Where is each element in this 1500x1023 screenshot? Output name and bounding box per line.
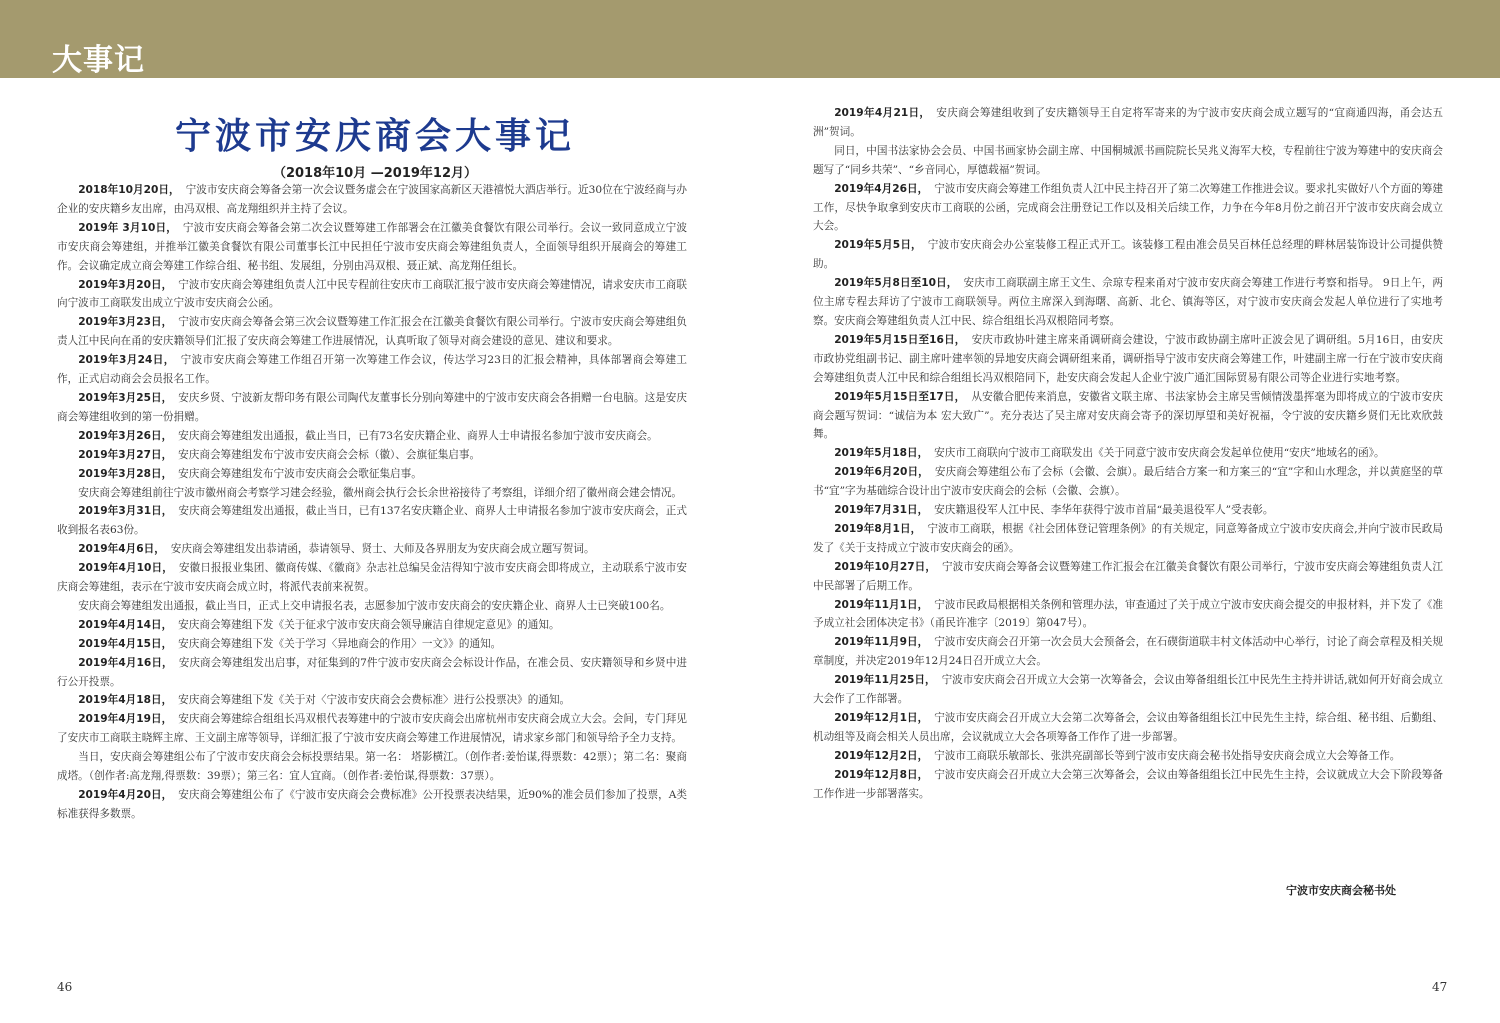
event-text: 当日，安庆商会筹建组公布了宁波市安庆商会会标投票结果。第一名： 塔影横江。（创作者:姜怡谋,得票数：42票）；第二名：聚商成塔。（创作者:高龙翔,得票数：39票）；第三名：宜人宜商。（创作者:姜怡谋,得票数：37票）。 xyxy=(57,751,687,783)
event-text: 安庆乡贤、宁波新友帮印务有限公司陶代友董事长分别向筹建中的宁波市安庆商会各捐赠一台电脑。这是安庆商会筹建组收到的第一份捐赠。 xyxy=(57,391,687,423)
event-text: 安庆商会筹建组下发《关于学习〈异地商会的作用〉一文》》的通知。 xyxy=(178,637,502,650)
event-text: 宁波市安庆商会筹备会第三次会议暨筹建工作汇报会在江徽美食餐饮有限公司举行。宁波市安庆商会筹建组负责人江中民向在甬的安庆籍领导们汇报了安庆商会筹建工作进展情况，认真听取了领导对商会建设的意见、建议和要求。 xyxy=(57,316,687,348)
event-date: 2019年5月18日， xyxy=(834,447,929,460)
event-text: 宁波市安庆商会筹建工作组负责人江中民主持召开了第二次筹建工作推进会议。要求扎实做好八个方面的筹建工作，尽快争取拿到安庆市工商联的公函，完成商会注册登记工作以及相关后续工作，力争在今年8月份之前召开宁波市安庆商会成立大会。 xyxy=(813,182,1443,233)
event-text: 安庆商会筹建组收到了安庆籍领导王自定将军寄来的为宁波市安庆商会成立题写的“宜商通四海，甬会达五洲”贺词。 xyxy=(813,107,1443,138)
event-text: 安徽日报报业集团、徽商传媒、《徽商》杂志社总编吴金洁得知宁波市安庆商会即将成立，主动联系宁波市安庆商会筹建组，表示在宁波市安庆商会成立时，将派代表前来祝贺。 xyxy=(57,562,687,594)
event-text: 宁波市工商联乐敏部长、张洪亮副部长等到宁波市安庆商会秘书处指导安庆商会成立大会筹备工作。 xyxy=(934,749,1401,762)
event-date: 2019年7月31日， xyxy=(834,504,929,517)
event-entry xyxy=(813,331,1443,388)
event-date: 2019年10月27日， xyxy=(834,560,937,573)
event-date: 2019年4月14日， xyxy=(78,618,173,631)
event-entry xyxy=(57,181,687,219)
event-date: 2019年4月19日， xyxy=(78,713,173,726)
event-entry xyxy=(57,351,687,389)
event-entry xyxy=(813,747,1443,766)
event-entry xyxy=(57,786,687,824)
event-entry xyxy=(57,313,687,351)
event-date: 2019年6月20日， xyxy=(834,466,929,479)
event-entry xyxy=(813,596,1443,634)
event-text: 安庆市工商联向宁波市工商联发出《关于同意宁波市安庆商会发起单位使用“安庆”地域名的函》。 xyxy=(934,447,1385,460)
event-text: 从安徽合肥传来消息，安徽省文联主席、书法家协会主席吴雪倾情泼墨挥毫为即将成立的宁波市安庆商会题写贺词：“诚信为本 宏大致广”。充分表达了吴主席对安庆商会寄予的深切厚望和美好祝福，令宁波的安庆籍乡贤们无比欢欣鼓舞。 xyxy=(813,390,1443,441)
event-entry xyxy=(813,388,1443,445)
event-entry xyxy=(57,691,687,710)
event-text: 宁波市安庆商会筹建工作组召开第一次筹建工作会议，传达学习23日的汇报会精神，具体部署商会筹建工作，正式启动商会会员报名工作。 xyxy=(57,354,687,386)
event-entry xyxy=(57,446,687,465)
event-text: 安庆商会筹建组公布了《宁波市安庆商会会费标准》公开投票表决结果，近90%的准会员们参加了投票，A类标准获得多数票。 xyxy=(57,789,687,820)
event-entry xyxy=(57,597,687,616)
event-text: 安庆市政协叶建主席来甬调研商会建设，宁波市政协副主席叶正波会见了调研组。5月16日，由安庆市政协党组副书记、副主席叶建率领的异地安庆商会调研组来甬，调研指导宁波市安庆商会筹建工作，叶建副主席一行在宁波市安庆商会筹建组负责人江中民和综合组组长冯双根陪同下，赴安庆商会发起人企业宁波广通汇国际贸易有限公司等企业进行实地考察。 xyxy=(813,333,1444,384)
event-entry xyxy=(57,540,687,559)
event-text: 安庆商会筹建组发出恭请函，恭请领导、贤士、大师及各界朋友为安庆商会成立题写贺词。 xyxy=(170,543,595,556)
event-entry xyxy=(813,671,1443,709)
event-date: 2019年4月16日， xyxy=(78,656,173,669)
left-column xyxy=(57,181,687,824)
event-entry xyxy=(57,465,687,484)
event-text: 安庆市工商联副主席王文生、佘琼专程来甬对宁波市安庆商会筹建工作进行考察和指导。 9日上午，两位主席专程去拜访了宁波市工商联领导。两位主席深入到海曙、高新、北仑、镇海等区，对宁波市安庆商会发起人单位进行了实地考察。安庆商会筹建组负责人江中民、综合组组长冯双根陪同考察。 xyxy=(813,277,1444,327)
event-date: 2019年5月15日至17日， xyxy=(834,390,966,403)
event-date: 2019年4月21日， xyxy=(834,107,931,119)
event-text: 安庆籍退役军人江中民、李华年获得宁波市首届“最美退役军人”受表彰。 xyxy=(934,504,1274,517)
event-text: 宁波市安庆商会筹备会议暨筹建工作汇报会在江徽美食餐饮有限公司举行，宁波市安庆商会筹建组负责人江中民部署了后期工作。 xyxy=(813,560,1444,592)
event-text: 宁波市安庆商会召开第一次会员大会预备会，在石碶街道联丰村文体活动中心举行，讨论了商会章程及相关规章制度，并决定2019年12月24日召开成立大会。 xyxy=(813,636,1443,668)
event-entry xyxy=(57,616,687,635)
event-entry xyxy=(813,709,1443,747)
event-date: 2019年3月23日， xyxy=(78,316,173,329)
event-entry xyxy=(57,389,687,427)
event-entry xyxy=(57,559,687,597)
page-title: 宁波市安庆商会大事记 xyxy=(174,116,575,157)
event-date: 2019年3月25日， xyxy=(78,391,173,404)
event-text: 安庆商会筹建组公布了会标（会徽、会旗）。最后结合方案一和方案三的“宜”字和山水理念，并以黄庭坚的草书“宜”字为基础综合设计出宁波市安庆商会的会标（会徽、会旗）。 xyxy=(813,466,1443,498)
event-date: 2019年5月15日至16日， xyxy=(834,333,966,346)
event-date: 2019年3月20日， xyxy=(78,278,173,291)
event-entry xyxy=(813,274,1443,331)
event-text: 安庆商会筹建组发出启事，对征集到的7件宁波市安庆商会会标设计作品，在准会员、安庆籍领导和乡贤中进行公开投票。 xyxy=(57,656,687,688)
event-date: 2018年10月20日， xyxy=(78,184,180,196)
event-date: 2019年4月26日， xyxy=(834,182,929,195)
page-number-left: 46 xyxy=(57,980,73,994)
event-date: 2019年11月25日， xyxy=(834,674,936,687)
event-date: 2019年4月10日， xyxy=(78,562,173,575)
signature: 宁波市安庆商会秘书处 xyxy=(1286,884,1396,897)
event-date: 2019年4月15日， xyxy=(78,637,173,650)
event-text: 同日，中国书法家协会会员、中国书画家协会副主席、中国桐城派书画院院长吴兆义海军大校，专程前往宁波为筹建中的安庆商会题写了“同乡共荣”、“乡音同心，厚德载福”贺词。 xyxy=(813,144,1443,176)
event-entry xyxy=(813,633,1443,671)
event-entry xyxy=(57,276,687,314)
event-date: 2019年5月8日至10日， xyxy=(834,277,958,290)
event-date: 2019年11月1日， xyxy=(834,598,929,611)
event-entry xyxy=(813,180,1443,237)
event-entry xyxy=(813,236,1443,274)
event-text: 宁波市安庆商会召开成立大会第三次筹备会，会议由筹备组组长江中民先生主持，会议就成立大会下阶段筹备工作作进一步部署落实。 xyxy=(813,768,1443,800)
event-date: 2019年3月31日， xyxy=(78,505,173,518)
event-date: 2019年11月9日， xyxy=(834,636,929,649)
event-text: 安庆商会筹建组发出通报，截止当日，正式上交申请报名表，志愿参加宁波市安庆商会的安庆籍企业、商界人士已突破100名。 xyxy=(78,599,671,612)
event-entry xyxy=(57,219,687,276)
event-date: 2019年5月5日， xyxy=(834,239,922,252)
event-date: 2019年12月1日， xyxy=(834,712,929,724)
event-entry xyxy=(813,520,1443,558)
event-text: 安庆商会筹建组前往宁波市徽州商会考察学习建会经验，徽州商会执行会长余世裕接待了考察组，详细介绍了徽州商会建会情况。 xyxy=(78,486,683,499)
page-subtitle: （2018年10月 —2019年12月） xyxy=(272,166,478,181)
event-entry xyxy=(813,463,1443,501)
event-date: 2019年12月8日， xyxy=(834,768,929,781)
event-entry xyxy=(57,502,687,540)
right-column xyxy=(813,104,1443,804)
event-entry xyxy=(813,104,1443,142)
event-text: 宁波市安庆商会召开成立大会第二次筹备会，会议由筹备组组长江中民先生主持，综合组、秘书组、后勤组、机动组等及商会相关人员出席，会议就成立大会各项筹备工作作了进一步部署。 xyxy=(813,712,1443,743)
event-date: 2019年3月26日， xyxy=(78,429,173,442)
header-bar xyxy=(0,0,1500,78)
event-text: 安庆商会筹建组发布宁波市安庆商会会标（徽）、会旗征集启事。 xyxy=(178,448,481,461)
event-text: 宁波市安庆商会筹建组负责人江中民专程前往安庆市工商联汇报宁波市安庆商会筹建情况，请求安庆市工商联向宁波市工商联发出成立宁波市安庆商会公函。 xyxy=(57,278,687,310)
event-text: 宁波市安庆商会筹备会第一次会议暨务虚会在宁波国家高新区天港禧悦大酒店举行。近30位在宁波经商与办企业的安庆籍乡友出席，由冯双根、高龙翔组织并主持了会议。 xyxy=(57,184,687,215)
event-text: 安庆商会筹建组下发《关于对〈宁波市安庆商会会费标准〉进行公投票决》的通知。 xyxy=(178,694,571,707)
event-date: 2019年3月24日， xyxy=(78,354,175,367)
event-entry xyxy=(57,427,687,446)
event-date: 2019年3月28日， xyxy=(78,467,173,480)
event-text: 安庆商会筹建综合组组长冯双根代表筹建中的宁波市安庆商会出席杭州市安庆商会成立大会。会间，专门拜见了安庆市工商联主晓辉主席、王文副主席等领导，详细汇报了宁波市安庆商会筹建工作进展情况，请求家乡部门和领导给予全力支持。 xyxy=(57,713,687,745)
event-text: 宁波市安庆商会筹备会第二次会议暨筹建工作部署会在江徽美食餐饮有限公司举行。会议一致同意成立宁波市安庆商会筹建组，并推举江徽美食餐饮有限公司董事长江中民担任宁波市安庆商会筹建组负责人，全面领导组织开展商会的筹建工作。会议确定成立商会筹建工作综合组、秘书组、发展组，分别由冯双根、聂正斌、高龙翔任组长。 xyxy=(57,221,687,272)
event-date: 2019年4月6日， xyxy=(78,543,165,556)
event-text: 安庆商会筹建组发布宁波市安庆商会会歌征集启事。 xyxy=(178,467,422,480)
event-date: 2019年3月27日， xyxy=(78,448,173,461)
event-text: 安庆商会筹建组发出通报，截止当日，已有73名安庆籍企业、商界人士申请报名参加宁波市安庆商会。 xyxy=(178,429,658,442)
event-text: 宁波市民政局根据相关条例和管理办法，审查通过了关于成立宁波市安庆商会提交的申报材料，并下发了《准予成立社会团体决定书》（甬民许准字〔2019〕第047号）。 xyxy=(813,598,1443,630)
event-entry xyxy=(57,654,687,692)
event-entry xyxy=(57,710,687,748)
event-date: 2019年4月18日， xyxy=(78,694,173,707)
event-text: 宁波市工商联，根据《社会团体登记管理条例》的有关规定，同意筹备成立宁波市安庆商会,并向宁波市民政局发了《关于支持成立宁波市安庆商会的函》。 xyxy=(813,522,1443,554)
event-entry xyxy=(813,501,1443,520)
event-text: 宁波市安庆商会召开成立大会第一次筹备会，会议由筹备组组长江中民先生主持并讲话,就如何开好商会成立大会作了工作部署。 xyxy=(813,674,1443,706)
event-date: 2019年 3月10日， xyxy=(78,221,177,234)
event-entry xyxy=(813,558,1443,596)
event-entry xyxy=(813,766,1443,804)
event-entry xyxy=(813,444,1443,463)
event-entry xyxy=(813,142,1443,180)
event-entry xyxy=(57,635,687,654)
event-text: 安庆商会筹建组下发《关于征求宁波市安庆商会领导廉洁自律规定意见》的通知。 xyxy=(178,618,560,631)
event-date: 2019年4月20日， xyxy=(78,789,173,801)
event-entry xyxy=(57,484,687,503)
event-text: 宁波市安庆商会办公室装修工程正式开工。该装修工程由准会员吴百林任总经理的畔林居装饰设计公司提供赞助。 xyxy=(813,239,1443,271)
section-title: 大事记 xyxy=(52,43,145,78)
event-text: 安庆商会筹建组发出通报，截止当日，已有137名安庆籍企业、商界人士申请报名参加宁波市安庆商会，正式收到报名表63份。 xyxy=(57,505,687,537)
event-date: 2019年8月1日， xyxy=(834,522,922,535)
event-date: 2019年12月2日， xyxy=(834,749,929,762)
page-number-right: 47 xyxy=(1432,980,1448,994)
event-entry xyxy=(57,748,687,786)
